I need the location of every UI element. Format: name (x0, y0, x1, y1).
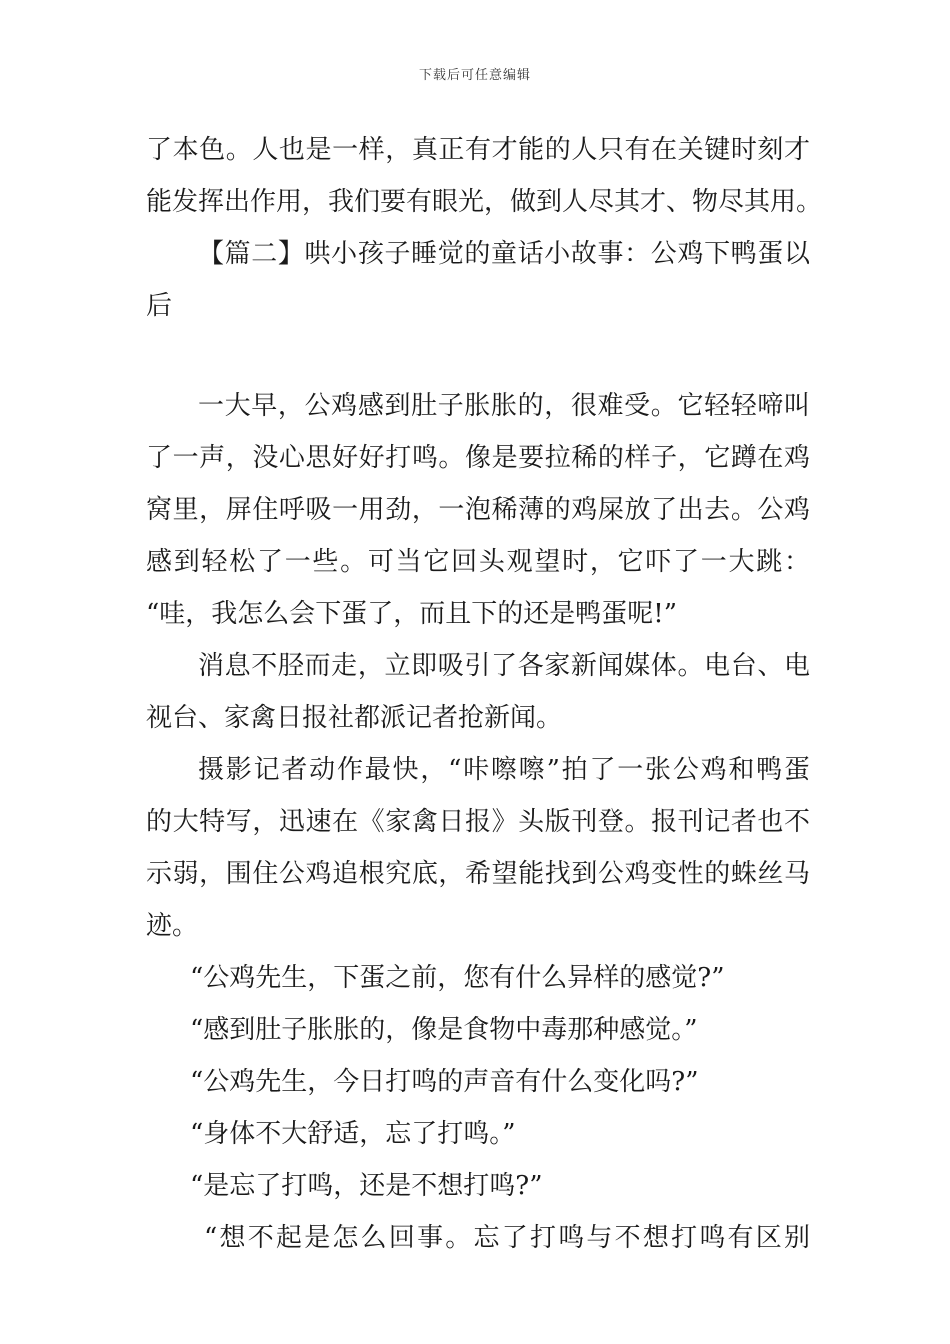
paragraph-line: 窝里，屏住呼吸一用劲，一泡稀薄的鸡屎放了出去。公鸡 (146, 495, 810, 525)
dialogue-line: “是忘了打鸣，还是不想打鸣?” (190, 1171, 543, 1201)
paragraph-line: 的大特写，迅速在《家禽日报》头版刊登。报刊记者也不 (146, 807, 810, 837)
dialogue-line: “想不起是怎么回事。忘了打鸣与不想打鸣有区别 (204, 1223, 810, 1253)
paragraph-line: 能发挥出作用，我们要有眼光，做到人尽其才、物尽其用。 (146, 187, 823, 217)
paragraph-line: 迹。 (146, 911, 199, 941)
paragraph-line: 一大早，公鸡感到肚子胀胀的，很难受。它轻轻啼叫 (198, 391, 810, 421)
paragraph-line: 消息不胫而走，立即吸引了各家新闻媒体。电台、电 (198, 651, 810, 681)
paragraph-line: 摄影记者动作最快，“咔嚓嚓”拍了一张公鸡和鸭蛋 (198, 755, 810, 785)
paragraph-line: 了本色。人也是一样，真正有才能的人只有在关键时刻才 (146, 135, 810, 165)
paragraph-line: “哇，我怎么会下蛋了，而且下的还是鸭蛋呢!” (146, 599, 678, 629)
paragraph-line: 了一声，没心思好好打鸣。像是要拉稀的样子，它蹲在鸡 (146, 443, 810, 473)
dialogue-line: “身体不大舒适，忘了打鸣。” (190, 1119, 516, 1149)
page-header-note: 下载后可任意编辑 (418, 68, 531, 83)
dialogue-line: “感到肚子胀胀的，像是食物中毒那种感觉。” (190, 1015, 698, 1045)
document-body (146, 124, 823, 1264)
paragraph-line: 示弱，围住公鸡追根究底，希望能找到公鸡变性的蛛丝马 (146, 859, 810, 889)
section-heading-line: 【篇二】哄小孩子睡觉的童话小故事：公鸡下鸭蛋以 (198, 239, 810, 269)
paragraph-spacer (146, 332, 810, 380)
section-heading-line: 后 (146, 291, 173, 321)
paragraph-line: 视台、家禽日报社都派记者抢新闻。 (146, 703, 563, 733)
paragraph-line: 感到轻松了一些。可当它回头观望时，它吓了一大跳： (146, 547, 810, 577)
dialogue-line: “公鸡先生，今日打鸣的声音有什么变化吗?” (190, 1067, 699, 1097)
dialogue-line: “公鸡先生，下蛋之前，您有什么异样的感觉?” (190, 963, 725, 993)
